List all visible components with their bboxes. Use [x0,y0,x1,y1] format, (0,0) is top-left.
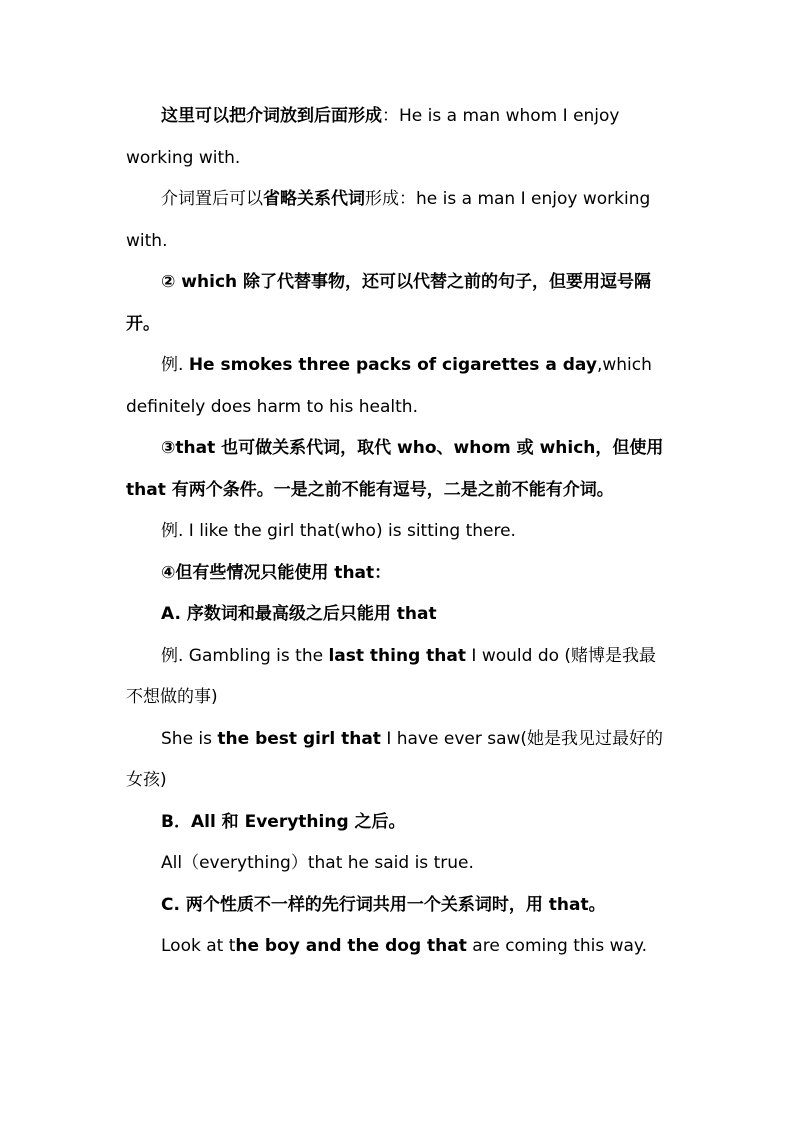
paragraph-10 [126,719,671,802]
paragraph-9 [126,636,671,719]
paragraph-4 [126,345,671,428]
paragraph-1 [126,96,671,179]
text-run: All（everything）that he said is true. [161,853,474,873]
bold-text-run: 省略关系代词 [263,189,365,209]
text-run: 例. I like the girl that(who) is sitting there. [161,521,516,541]
bold-text-run: the best girl that [217,728,381,749]
paragraph-6 [126,511,671,553]
text-run: ：He is a man whom I enjoy working with. [126,106,620,168]
bold-text-run: C. 两个性质不一样的先行词共用一个关系词时，用 that。 [161,894,606,915]
text-run: 例. Gambling is the [161,645,329,666]
bold-text-run: he boy and the dog that [235,936,467,956]
bold-text-run: He smokes three packs of cigarettes a day [188,355,597,375]
text-run: 形成：he is a man I enjoy working with. [126,189,651,251]
text-run: She is [161,728,218,749]
paragraph-2 [126,179,671,262]
paragraph-3 [126,262,671,345]
text-run: 例. [161,355,189,375]
bold-text-run: ④但有些情况只能使用 that： [161,562,392,583]
paragraph-8 [126,594,671,636]
paragraph-12 [126,843,671,885]
text-run: Look at t [161,936,236,956]
paragraph-14 [126,926,671,968]
paragraph-11 [126,802,671,844]
bold-text-run: 这里可以把介词放到后面形成 [161,106,382,126]
text-run: are coming this way. [466,936,647,956]
paragraph-7 [126,553,671,595]
bold-text-run: B．All 和 Everything 之后。 [161,811,406,832]
bold-text-run: last thing that [328,645,466,666]
paragraph-13 [126,885,671,927]
text-run: I have ever saw(她是我见过最好的女孩) [126,728,664,790]
text-run: ,which definitely does harm to his health. [126,355,652,417]
text-run: 介词置后可以 [161,189,263,209]
paragraph-5 [126,428,671,511]
bold-text-run: A. 序数词和最高级之后只能用 that [161,604,437,624]
text-run: I would do (赌博是我最不想做的事) [126,645,657,707]
bold-text-run: ② which 除了代替事物，还可以代替之前的句子，但要用逗号隔开。 [126,272,652,334]
document-body [126,96,671,968]
bold-text-run: ③that 也可做关系代词，取代 who、whom 或 which，但使用 that 有两个条件。一是之前不能有逗号，二是之前不能有介词。 [126,438,664,500]
